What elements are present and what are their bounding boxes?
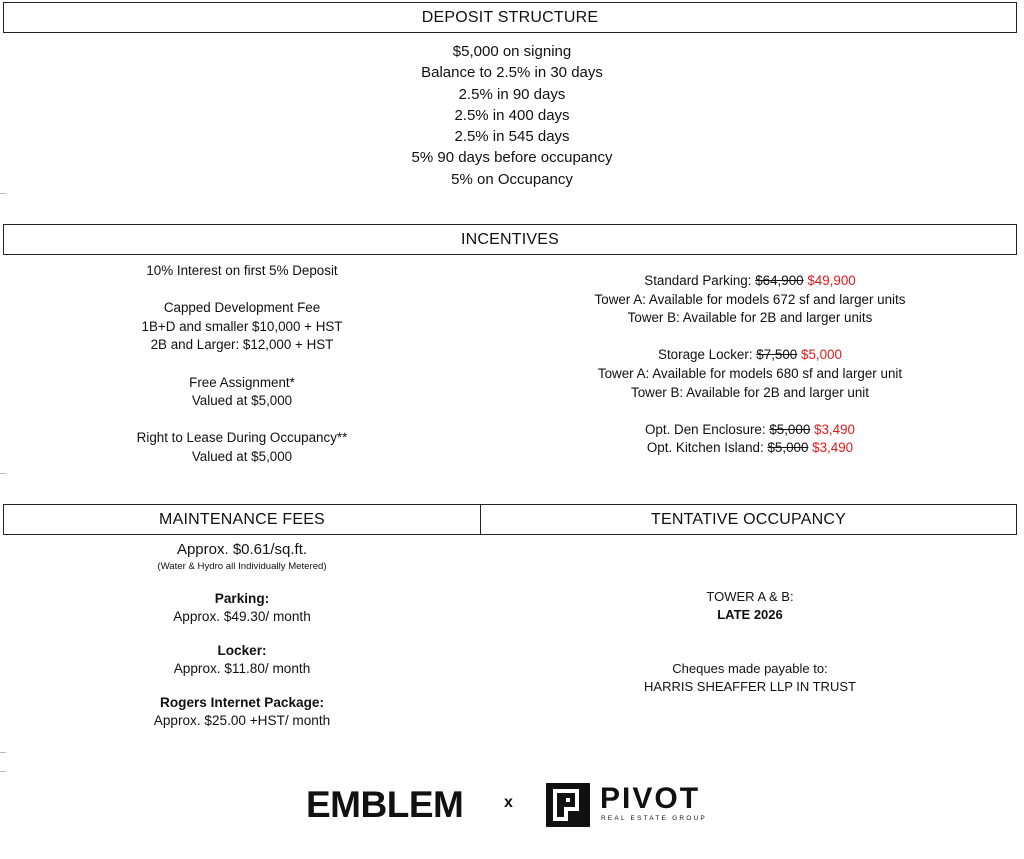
internet-fee-value: Approx. $25.00 +HST/ month <box>153 713 331 728</box>
incentives-header-label: INCENTIVES <box>460 230 559 248</box>
parking-fee-title: Parking: <box>214 591 270 606</box>
maintenance-fees <box>62 540 422 730</box>
internet-fee-title: Rogers Internet Package: <box>160 695 324 710</box>
locker-tower-a: Tower A: Available for models 680 sf and larger unit <box>597 365 903 381</box>
deposit-header <box>3 2 1017 33</box>
locker-old-price: $7,500 <box>756 347 798 363</box>
deposit-line: 2.5% in 90 days <box>458 85 566 103</box>
maintenance-header-label: MAINTENANCE FEES <box>159 510 325 528</box>
locker-price-line <box>520 346 980 365</box>
den-label: Opt. Den Enclosure: <box>645 421 770 437</box>
cheques-payee: HARRIS SHEAFFER LLP IN TRUST <box>644 679 856 694</box>
parking-new-price: $49,900 <box>807 273 856 288</box>
deposit-header-label: DEPOSIT STRUCTURE <box>421 8 599 26</box>
assignment-title: Free Assignment* <box>189 374 295 390</box>
dev-fee-line: 2B and Larger: $12,000 + HST <box>150 337 334 353</box>
grid-tick <box>0 473 6 474</box>
parking-old-price: $64,900 <box>755 273 804 288</box>
locker-fee-value: Approx. $11.80/ month <box>173 661 311 676</box>
occupancy-header-label: TENTATIVE OCCUPANCY <box>651 510 846 528</box>
deposit-schedule <box>0 41 1024 190</box>
deposit-line: 5% 90 days before occupancy <box>411 149 613 167</box>
pivot-logo-word: PIVOT <box>600 782 701 815</box>
incentives-header <box>3 224 1017 255</box>
incentives-right-column <box>520 272 980 458</box>
parking-tower-b: Tower B: Available for 2B and larger units <box>627 310 873 326</box>
den-new-price: $3,490 <box>814 421 855 437</box>
island-new-price: $3,490 <box>812 440 854 456</box>
deposit-line: 2.5% in 545 days <box>454 128 570 146</box>
incentives-left-column <box>62 262 422 467</box>
dev-fee-line: 1B+D and smaller $10,000 + HST <box>141 318 343 334</box>
occupancy-towers: TOWER A & B: <box>706 589 794 604</box>
pivot-logo-subtitle: REAL ESTATE GROUP <box>601 815 707 822</box>
assignment-value: Valued at $5,000 <box>191 393 293 409</box>
cheques-label: Cheques made payable to: <box>672 661 828 676</box>
dev-fee-title: Capped Development Fee <box>163 300 321 316</box>
occupancy-date: LATE 2026 <box>717 607 783 622</box>
deposit-line: 2.5% in 400 days <box>454 106 570 124</box>
locker-tower-b: Tower B: Available for 2B and larger unit <box>631 384 869 400</box>
island-price-line <box>520 439 980 458</box>
interest-incentive: 10% Interest on first 5% Deposit <box>146 263 338 278</box>
emblem-logo: EMBLEM <box>306 784 464 825</box>
maintenance-note: (Water & Hydro all Individually Metered) <box>157 561 327 572</box>
grid-tick <box>0 193 6 194</box>
occupancy-info <box>500 588 1000 696</box>
island-old-price: $5,000 <box>767 440 809 456</box>
deposit-line: 5% on Occupancy <box>451 170 573 188</box>
occupancy-header <box>480 504 1017 535</box>
logo-separator: x <box>504 794 513 811</box>
pivot-logo-icon <box>546 783 590 827</box>
maintenance-rate: Approx. $0.61/sq.ft. <box>176 541 308 558</box>
deposit-line: Balance to 2.5% in 30 days <box>421 64 603 82</box>
grid-tick <box>0 771 6 772</box>
parking-tower-a: Tower A: Available for models 672 sf and larger units <box>594 291 906 307</box>
lease-value: Valued at $5,000 <box>191 448 293 464</box>
den-price-line <box>520 421 980 440</box>
parking-price-line <box>520 272 980 291</box>
grid-tick <box>0 752 6 753</box>
lease-title: Right to Lease During Occupancy** <box>136 430 348 446</box>
locker-fee-title: Locker: <box>217 643 267 658</box>
parking-label: Standard Parking: <box>644 273 756 288</box>
maintenance-header <box>3 504 481 535</box>
deposit-line: $5,000 on signing <box>452 43 572 60</box>
island-label: Opt. Kitchen Island: <box>646 440 768 456</box>
locker-label: Storage Locker: <box>658 347 757 363</box>
den-old-price: $5,000 <box>769 421 811 437</box>
locker-new-price: $5,000 <box>801 347 842 363</box>
parking-fee-value: Approx. $49.30/ month <box>173 609 311 624</box>
